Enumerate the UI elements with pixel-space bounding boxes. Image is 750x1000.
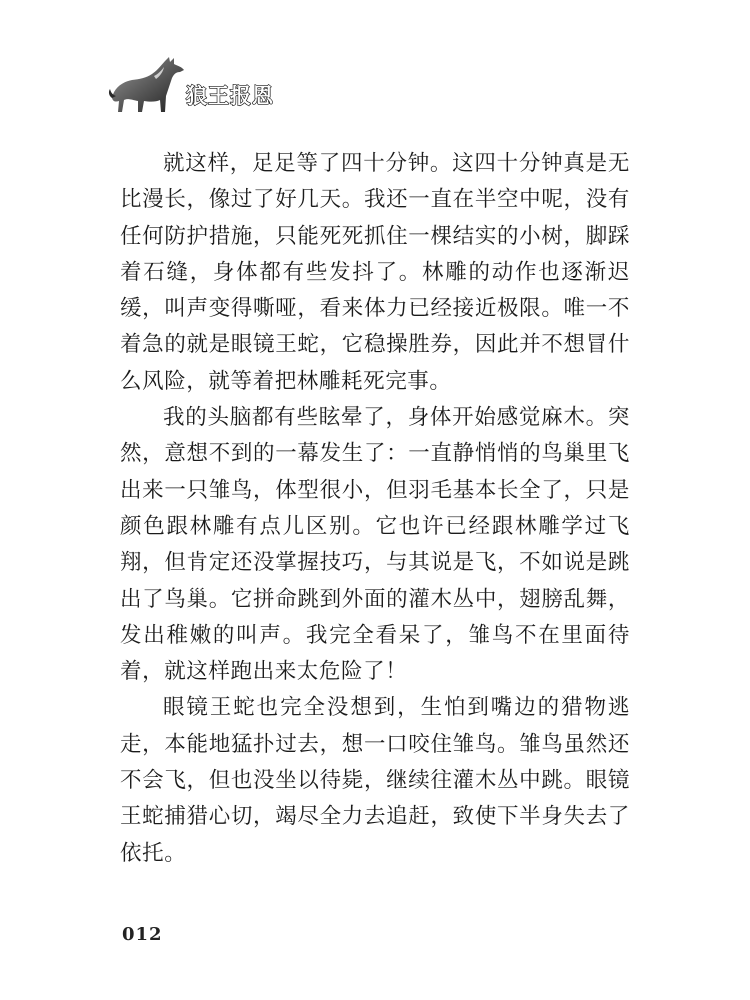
paragraph: 我的头脑都有些眩晕了，身体开始感觉麻木。突然，意想不到的一幕发生了：一直静悄悄的鸟巢里飞出来一只雏鸟，体型很小，但羽毛基本长全了，只是颜色跟林雕有点儿区别。它也许已经跟林雕学过飞翔，但肯定还没掌握技巧，与其说是飞，不如说是跳出了鸟巢。它拼命跳到外面的灌木丛中，翅膀乱舞，发出稚嫩的叫声。我完全看呆了，雏鸟不在里面待着，就这样跑出来太危险了！ [120, 405, 630, 685]
page-header [108, 54, 308, 118]
series-title: 狼王报恩 [186, 84, 274, 108]
paragraph: 就这样，足足等了四十分钟。这四十分钟真是无比漫长，像过了好几天。我还一直在半空中呢，没有任何防护措施，只能死死抓住一棵结实的小树，脚踩着石缝，身体都有些发抖了。林雕的动作也逐渐迟缓，叫声变得嘶哑，看来体力已经接近极限。唯一不着急的就是眼镜王蛇，它稳操胜券，因此并不想冒什么风险，就等着把林雕耗死完事。 [120, 151, 630, 394]
paragraph: 眼镜王蛇也完全没想到，生怕到嘴边的猎物逃走，本能地猛扑过去，想一口咬住雏鸟。雏鸟虽然还不会飞，但也没坐以待毙，继续往灌木丛中跳。眼镜王蛇捕猎心切，竭尽全力去追赶，致使下半身失去了依托。 [120, 695, 630, 866]
page-number: 012 [122, 924, 163, 945]
howling-wolf-icon [108, 54, 196, 118]
body-text [120, 146, 630, 872]
